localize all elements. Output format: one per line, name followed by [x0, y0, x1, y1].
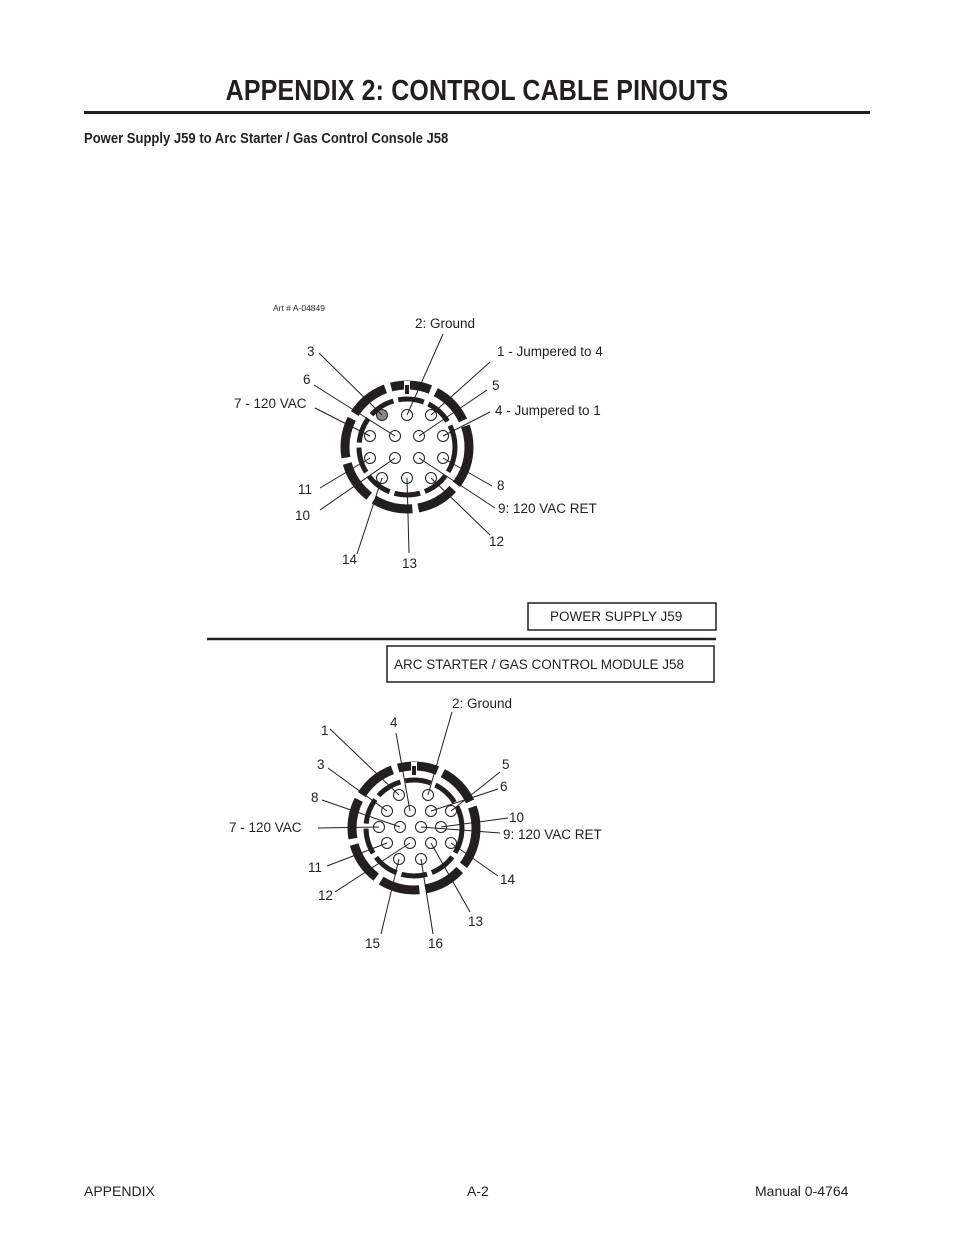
j58-label-pin-1: 1: [321, 723, 329, 738]
page-title: APPENDIX 2: CONTROL CABLE PINOUTS: [225, 75, 729, 107]
j58-label-pin-16: 16: [428, 936, 444, 951]
power-supply-j59-box: [528, 603, 716, 630]
j58-label-pin-10: 10: [509, 810, 525, 825]
j59-label-pin-6: 6: [303, 372, 311, 387]
j58-label-pin-4: 4: [390, 715, 398, 730]
j58-label-pin-5: 5: [502, 757, 510, 772]
footer-manual-number: Manual 0-4764: [755, 1183, 849, 1199]
j58-label-pin-15: 15: [365, 936, 381, 951]
j58-label-pin-8: 8: [311, 790, 319, 805]
j58-label-pin-14: 14: [500, 872, 516, 887]
j59-label-pin-14: 14: [342, 552, 358, 567]
j58-label-pin-6: 6: [500, 779, 508, 794]
j58-label-pin-3: 3: [317, 757, 325, 772]
j59-label-pin-5: 5: [492, 378, 500, 393]
arc-starter-j58-box: [387, 646, 714, 682]
j59-label-pin-7: 7 - 120 VAC: [234, 396, 307, 411]
j59-label-pin-13: 13: [402, 556, 418, 571]
j59-label-pin-10: 10: [295, 508, 311, 523]
art-number: Art # A-04849: [273, 303, 325, 313]
j58-label-pin-2: 2: Ground: [452, 696, 513, 711]
j58-label-pin-11: 11: [308, 860, 323, 875]
j58-key: [412, 766, 416, 775]
j59-label-pin-2: 2: Ground: [415, 316, 476, 331]
j59-label-pin-12: 12: [489, 534, 505, 549]
footer-section: APPENDIX: [84, 1183, 155, 1199]
power-supply-j59-connector: [234, 316, 603, 571]
j58-label-pin-7: 7 - 120 VAC: [229, 820, 302, 835]
power-supply-j59-name: POWER SUPPLY J59: [550, 609, 683, 624]
arc-starter-j58-connector: [229, 696, 602, 951]
j58-label-pin-13: 13: [468, 914, 484, 929]
j59-label-pin-1: 1 - Jumpered to 4: [497, 344, 603, 359]
j59-label-pin-4: 4 - Jumpered to 1: [495, 403, 601, 418]
j59-label-pin-3: 3: [307, 344, 315, 359]
footer-page-number: A-2: [467, 1183, 489, 1199]
arc-starter-j58-name: ARC STARTER / GAS CONTROL MODULE J58: [394, 657, 685, 672]
j58-label-pin-12: 12: [318, 888, 334, 903]
section-heading: Power Supply J59 to Arc Starter / Gas Control Console J58: [84, 131, 449, 147]
j59-key: [405, 385, 409, 394]
j59-label-pin-11: 11: [298, 482, 313, 497]
j58-label-pin-9: 9: 120 VAC RET: [503, 827, 602, 842]
j59-label-pin-8: 8: [497, 478, 505, 493]
j59-label-pin-9: 9: 120 VAC RET: [498, 501, 597, 516]
j58-outer-ring: [352, 766, 476, 890]
